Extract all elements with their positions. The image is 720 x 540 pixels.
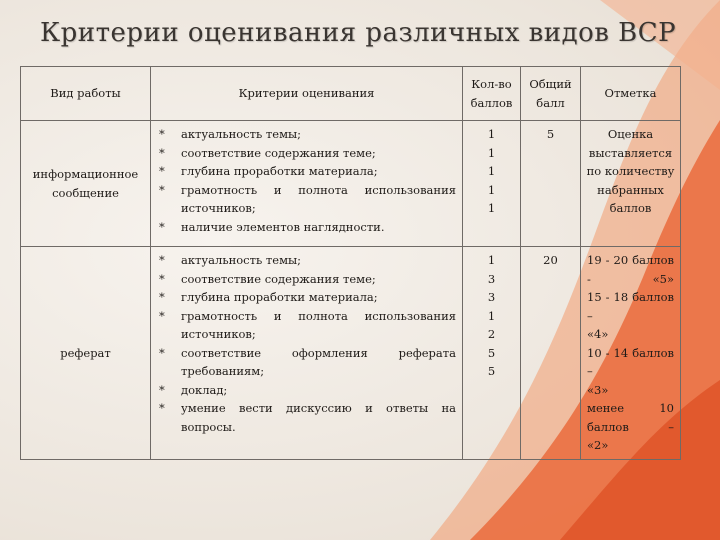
- points-column: [463, 247, 521, 460]
- criterion-text: грамотность и полнота использования источников;: [181, 308, 456, 341]
- table-row: [21, 121, 681, 247]
- criterion-text: соответствие оформления реферата требованиям;: [181, 345, 456, 378]
- header-mark: Отметка: [581, 67, 681, 121]
- grade-line: 10 - 14 баллов –: [587, 345, 674, 378]
- points-value: 1: [487, 164, 496, 178]
- points-value: 1: [487, 127, 496, 141]
- row-kind: реферат: [21, 247, 151, 460]
- table-header-row: [21, 67, 681, 121]
- grade-line: «4»: [587, 327, 609, 341]
- criterion-text: соответствие содержания теме;: [181, 145, 376, 160]
- criterion-text: глубина проработки материала;: [181, 290, 378, 304]
- points-value: 1: [487, 182, 496, 197]
- list-item: * соответствие содержания теме;: [157, 144, 456, 163]
- points-value: 1: [487, 253, 496, 267]
- points-value: 1: [487, 308, 496, 323]
- list-item: * актуальность темы;: [157, 251, 456, 270]
- header-criteria: Критерии оценивания: [151, 67, 463, 121]
- list-item: * актуальность темы;: [157, 125, 456, 144]
- grade-line: 19 - 20 баллов - «5»: [587, 253, 674, 286]
- row-kind: информационное сообщение: [21, 121, 151, 247]
- points-value: 1: [487, 145, 496, 160]
- list-item: * доклад;: [157, 381, 456, 400]
- list-item: * грамотность и полнота использования источников;: [157, 181, 456, 218]
- list-item: * соответствие содержания теме;: [157, 270, 456, 289]
- list-item: * умение вести дискуссию и ответы на вопросы.: [157, 399, 456, 436]
- criterion-text: умение вести дискуссию и ответы на вопросы.: [181, 401, 456, 434]
- list-item: * грамотность и полнота использования источников;: [157, 307, 456, 344]
- criterion-text: актуальность темы;: [181, 127, 302, 141]
- criteria-table: [20, 66, 681, 460]
- points-value: 3: [487, 271, 496, 286]
- grade-line: 15 - 18 баллов –: [587, 290, 674, 323]
- grade-line: менее 10 баллов –: [587, 401, 674, 434]
- points-value: 2: [487, 327, 496, 341]
- points-value: 1: [487, 201, 496, 215]
- total-value: 20: [521, 247, 581, 460]
- criterion-text: доклад;: [181, 382, 228, 397]
- criterion-text: наличие элементов наглядности.: [181, 219, 385, 234]
- total-value: 5: [521, 121, 581, 247]
- criteria-list: [151, 247, 463, 460]
- points-column: [463, 121, 521, 247]
- grade-scale: [581, 247, 681, 460]
- header-kind: Вид работы: [21, 67, 151, 121]
- list-item: * соответствие оформления реферата требованиям;: [157, 344, 456, 381]
- list-item: * глубина проработки материала;: [157, 288, 456, 307]
- list-item: * глубина проработки материала;: [157, 162, 456, 181]
- criterion-text: актуальность темы;: [181, 253, 302, 267]
- criterion-text: грамотность и полнота использования источников;: [181, 182, 456, 215]
- criterion-text: соответствие содержания теме;: [181, 271, 376, 286]
- slide-title: Критерии оценивания различных видов ВСР: [40, 18, 677, 48]
- header-count: Кол-во баллов: [463, 67, 521, 121]
- mark-text: Оценка выставляется по количеству набранных баллов: [581, 121, 681, 247]
- header-total: Общий балл: [521, 67, 581, 121]
- criteria-list: [151, 121, 463, 247]
- points-value: 5: [487, 364, 496, 378]
- points-value: 3: [487, 290, 496, 304]
- list-item: * наличие элементов наглядности.: [157, 218, 456, 237]
- points-value: 5: [487, 345, 496, 360]
- criterion-text: глубина проработки материала;: [181, 164, 378, 178]
- grade-line: «3»: [587, 382, 609, 397]
- table-row: [21, 247, 681, 460]
- grade-line: «2»: [587, 438, 609, 452]
